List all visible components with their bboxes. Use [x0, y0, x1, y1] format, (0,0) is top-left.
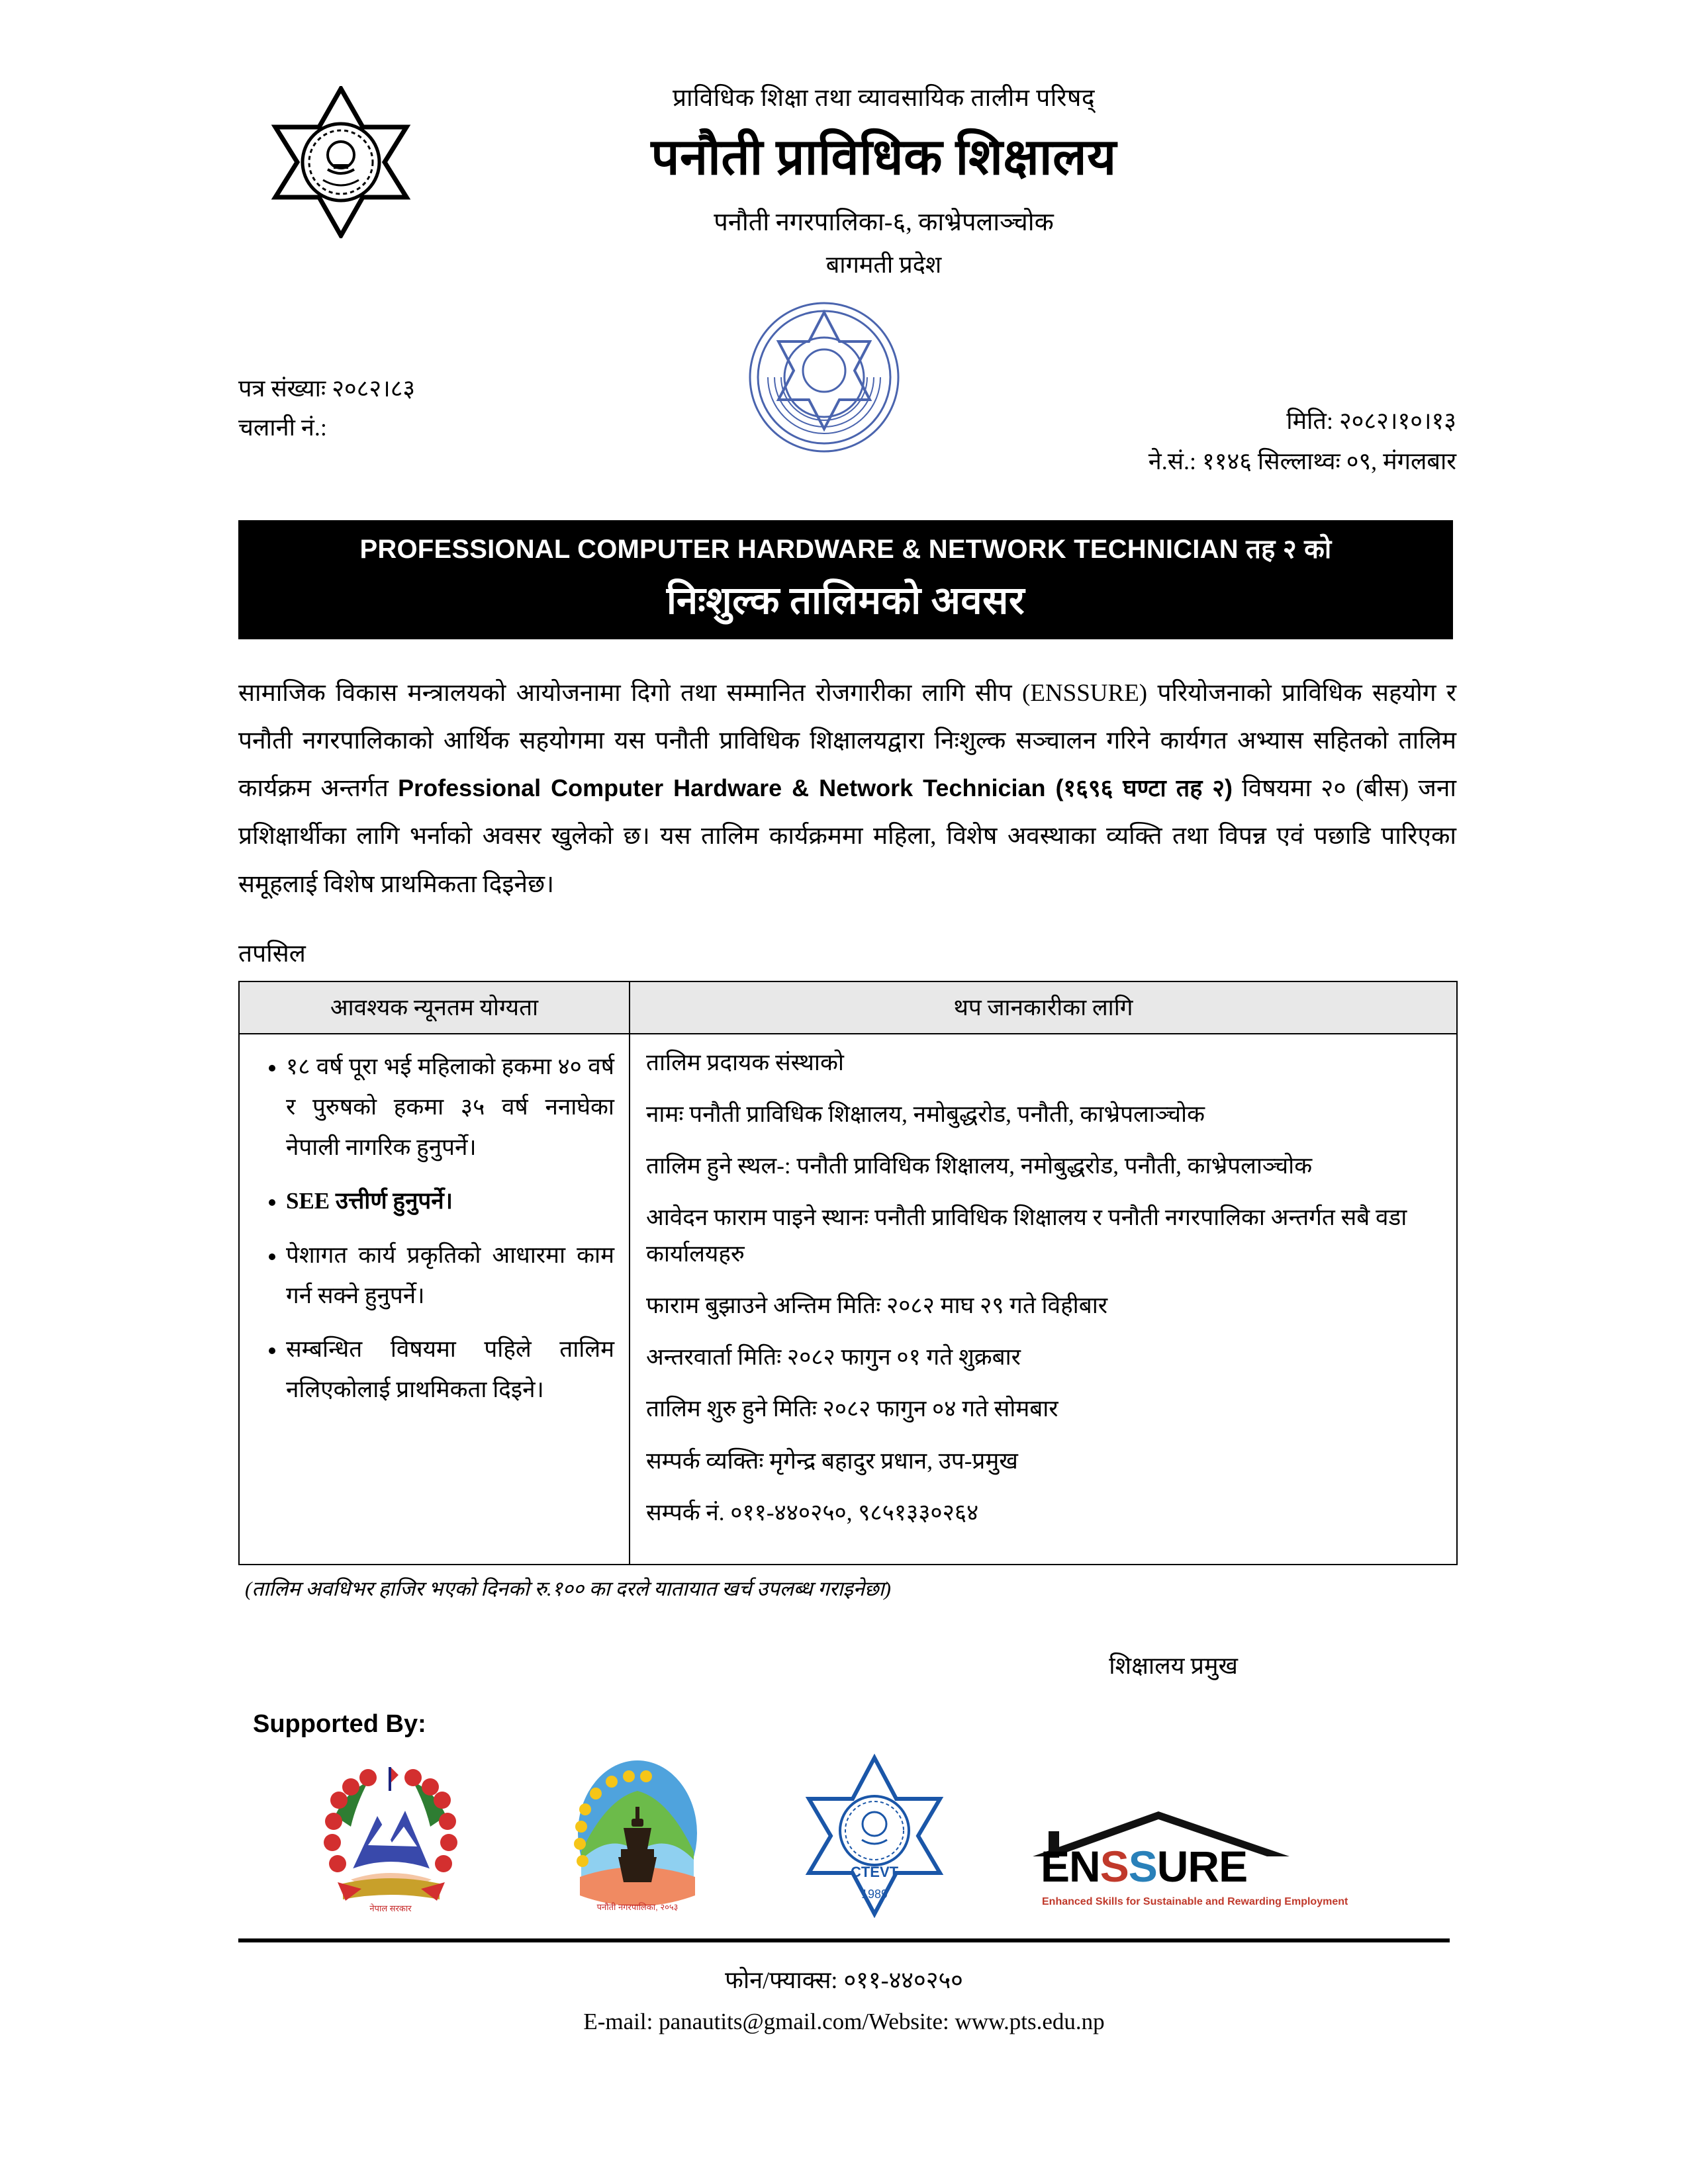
- detail-line: सम्पर्क व्यक्तिः मृगेन्द्र बहादुर प्रधान, उप-प्रमुख: [646, 1447, 1018, 1474]
- enssure-s2: S: [1128, 1842, 1157, 1891]
- enssure-s1: S: [1100, 1842, 1129, 1891]
- detail-line: तालिम हुने स्थल-: पनौती प्राविधिक शिक्षालय, नमोबुद्धरोड, पनौती, काभ्रेपलाञ्चोक: [646, 1153, 1313, 1179]
- signature-title: शिक्षालय प्रमुख: [1109, 1653, 1238, 1680]
- dispatch-number: चलानी नं.:: [238, 414, 327, 441]
- footer-phone: फोन/फ्याक्स: ०११-४४०२५०: [725, 1967, 963, 1994]
- signature-block: [0, 1649, 1450, 1681]
- footer-divider: [238, 1938, 1450, 1942]
- footer-email-website: E-mail: panautits@gmail.com/Website: www.pts.edu.np: [583, 2009, 1105, 2035]
- column-header-information: थप जानकारीका लागि: [630, 981, 1457, 1034]
- council-name: प्राविधिक शिक्षा तथा व्यावसायिक तालीम परिषद्: [672, 85, 1096, 112]
- table-header-row: [239, 981, 1457, 1034]
- banner-subtitle: निःशुल्क तालिमको अवसर: [666, 579, 1025, 622]
- qualifications-cell: [239, 1034, 630, 1565]
- enssure-ure: URE: [1156, 1842, 1248, 1891]
- detail-line: नामः पनौती प्राविधिक शिक्षालय, नमोबुद्धरोड, पनौती, काभ्रेपलाञ्चोक: [646, 1101, 1205, 1127]
- table-row: [239, 1034, 1457, 1565]
- list-item: • सम्बन्धित विषयमा पहिले तालिम नलिएकोलाई प्राथमिकता दिइने।: [286, 1329, 614, 1410]
- enssure-logo-icon: [1029, 1809, 1348, 1921]
- ctevt-logo-icon: [798, 1752, 951, 1921]
- reference-left: [238, 369, 415, 448]
- reference-right: [1149, 401, 1456, 482]
- letterhead: [0, 0, 1688, 357]
- institute-province: बागमती प्रदेश: [825, 251, 942, 278]
- panauti-municipality-logo-icon: [555, 1752, 720, 1921]
- svg-text:नेपाल सरकार: नेपाल सरकार: [369, 1903, 412, 1914]
- svg-text:CTEVT: CTEVT: [850, 1864, 899, 1881]
- announcement-paragraph: [238, 670, 1456, 909]
- paragraph-course-bold: Professional Computer Hardware & Network Technician (१६९६ घण्टा तह २): [398, 774, 1233, 802]
- letter-number: पत्र संख्याः २०८२।८३: [238, 375, 416, 402]
- information-cell: [630, 1034, 1457, 1565]
- paragraph-part-1: सामाजिक विकास मन्त्रालयको आयोजनामा दिगो तथा सम्मानित रोजगारीका लागि सीप (ENSSURE) परियोजनाको प्राविधिक सहयोग र पनौती नगरपालिकाको आर्थिक सहयोगमा यस पनौती प्राविधिक शिक्षालयद्वारा निःशुल्क सञ्चालन गरिने कार्यगत अभ्यास सहितको तालिम कार्यक्रम अन्तर्गत: [238, 680, 1456, 803]
- partner-logos: [0, 1756, 1688, 1921]
- list-item: • पेशागत कार्य प्रकृतिको आधारमा काम गर्न सक्ने हुनुपर्ने।: [286, 1235, 614, 1316]
- banner-course-title: PROFESSIONAL COMPUTER HARDWARE & NETWORK TECHNICIAN तह २ को: [359, 535, 1332, 564]
- reference-block: [0, 369, 1688, 488]
- cog-star-emblem-icon: [265, 86, 417, 238]
- detail-line: अन्तरवार्ता मितिः २०८२ फागुन ०१ गते शुक्रबार: [646, 1344, 1021, 1371]
- detail-line: फाराम बुझाउने अन्तिम मितिः २०८२ माघ २९ गते विहीबार: [646, 1292, 1108, 1318]
- tapsil-label: तपसिल: [238, 940, 306, 968]
- institute-name: पनौती प्राविधिक शिक्षालय: [651, 130, 1117, 185]
- paragraph-part-2: विषयमा २० (बीस) जना प्रशिक्षार्थीका लागि भर्नाको अवसर खुलेको छ। यस तालिम कार्यक्रममा महिला, विशेष अवस्थाका व्यक्ति तथा विपन्न एवं पछाडि पारिएका समूहलाई विशेष प्राथमिकता दिइनेछ।: [238, 775, 1456, 898]
- institute-address: पनौती नगरपालिका-६, काभ्रेपलाञ्चोक: [714, 208, 1054, 236]
- transport-allowance-note: (तालिम अवधिभर हाजिर भएको दिनको रु.१०० का दरले यातायात खर्च उपलब्ध गराइनेछा): [245, 1577, 892, 1601]
- svg-text:1989: 1989: [861, 1888, 888, 1901]
- detail-line: आवेदन फाराम पाइने स्थानः पनौती प्राविधिक शिक्षालय र पनौती नगरपालिका अन्तर्गत सबै वडा कार्यालयहरु: [646, 1205, 1407, 1267]
- nepal-government-emblem-icon: [305, 1752, 477, 1921]
- list-item: • SEE उत्तीर्ण हुनुपर्ने।: [286, 1181, 614, 1221]
- issue-date: मिति: २०८२।१०।१३: [1286, 408, 1456, 434]
- qualifications-list: [254, 1046, 614, 1410]
- enssure-tagline: Enhanced Skills for Sustainable and Rewarding Employment: [1042, 1896, 1348, 1908]
- list-item: • १८ वर्ष पूरा भई महिलाको हकमा ४० वर्ष र पुरुषको हकमा ३५ वर्ष ननाघेका नेपाली नागरिक हुनुपर्ने।: [286, 1046, 614, 1168]
- announcement-banner: [238, 520, 1453, 639]
- enssure-en: EN: [1041, 1842, 1100, 1891]
- detail-line: सम्पर्क नं. ०११-४४०२५०, ९८५१३३०२६४: [646, 1499, 979, 1525]
- svg-text:पनौती नगरपालिका, २०५३: पनौती नगरपालिका, २०५३: [596, 1902, 679, 1913]
- details-table: [238, 981, 1458, 1566]
- detail-line: तालिम प्रदायक संस्थाको: [646, 1049, 844, 1075]
- footer-contact: [0, 1960, 1688, 2042]
- detail-line: तालिम शुरु हुने मितिः २०८२ फागुन ०४ गते सोमबार: [646, 1396, 1058, 1422]
- nepal-sambat-date: ने.सं.: ११४६ सिल्लाथ्वः ०९, मंगलबार: [1148, 448, 1456, 475]
- enssure-wordmark: [1041, 1842, 1286, 1891]
- column-header-qualifications: आवश्यक न्यूनतम योग्यता: [239, 981, 630, 1034]
- supported-by-label: Supported By:: [253, 1710, 426, 1739]
